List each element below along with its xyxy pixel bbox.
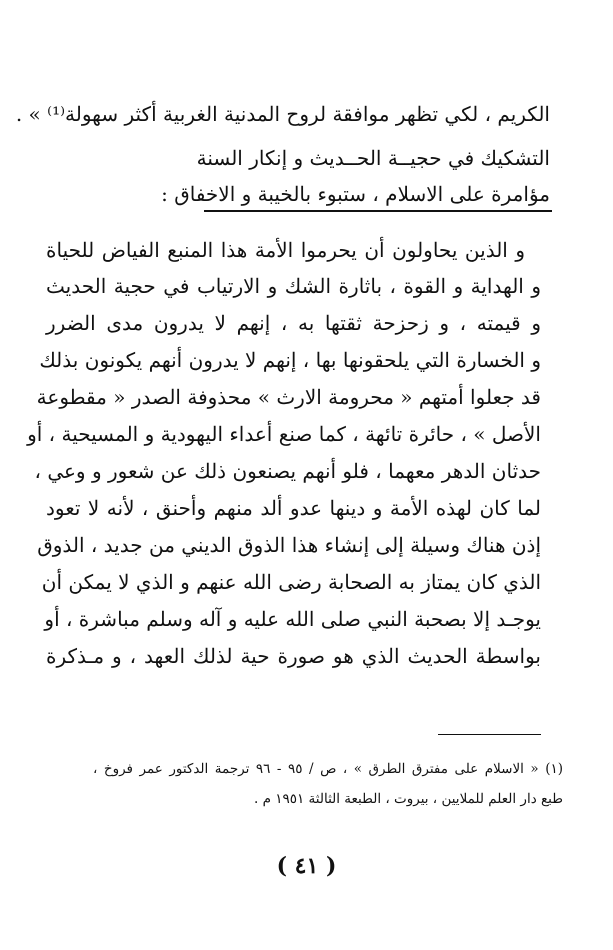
heading-underline (204, 210, 552, 212)
body-line-2: و الهداية و القوة ، باثارة الشك و الارتياب في حجية الحديث (46, 274, 541, 298)
footnote-separator (438, 734, 541, 735)
body-line-8: لما كان لهذه الأمة و دينها عدو ألد منهم وأحنق ، لأنه لا تعود (46, 496, 541, 520)
body-line-5: قد جعلوا أمتهم « محرومة الارث » محذوفة الصدر « مقطوعة (36, 385, 541, 409)
body-line-4: و الخسارة التي يلحقونها بها ، إنهم لا يدرون أنهم يكونون بذلك (39, 348, 541, 372)
footnote-line-2: طبع دار العلم للملايين ، بيروت ، الطبعة الثالثة ١٩٥١ م . (254, 791, 563, 807)
page-number: ( ٤١ ) (276, 853, 337, 879)
body-line-11: يوجـد إلا بصحبة النبي صلى الله عليه و آله وسلم مباشرة ، أو (44, 607, 541, 631)
section-heading-line-1: التشكيك في حجيــة الحــديث و إنكار السنة (196, 146, 550, 170)
header-line-1: الكريم ، لكي تظهر موافقة لروح المدنية الغربية أكثر سهولة⁽¹⁾ » . (15, 102, 550, 126)
body-line-7: حدثان الدهر معهما ، فلو أنهم يصنعون ذلك عن شعور و وعي ، (34, 459, 541, 483)
body-line-1: و الذين يحاولون أن يحرموا الأمة هذا المنبع الفياض للحياة (46, 238, 525, 262)
body-line-9: إذن هناك وسيلة إلى إنشاء هذا الذوق الديني من جديد ، الذوق (37, 533, 541, 557)
footnote-line-1: (١) « الاسلام على مفترق الطرق » ، ص / ٩٥ - ٩٦ ترجمة الدكتور عمر فروخ ، (93, 761, 564, 777)
body-line-12: بواسطة الحديث الذي هو صورة حية لذلك العهد ، و مـذكرة (46, 644, 541, 668)
body-line-3: و قيمته ، و زحزحة ثقتها به ، إنهم لا يدرون مدى الضرر (46, 311, 541, 335)
body-line-6: الأصل » ، حائرة تائهة ، كما صنع أعداء اليهودية و المسيحية ، أو (27, 422, 541, 446)
body-line-10: الذي كان يمتاز به الصحابة رضى الله عنهم و الذي لا يمكن أن (41, 570, 541, 594)
section-heading-line-2: مؤامرة على الاسلام ، ستبوء بالخيبة و الاخفاق : (161, 182, 550, 206)
